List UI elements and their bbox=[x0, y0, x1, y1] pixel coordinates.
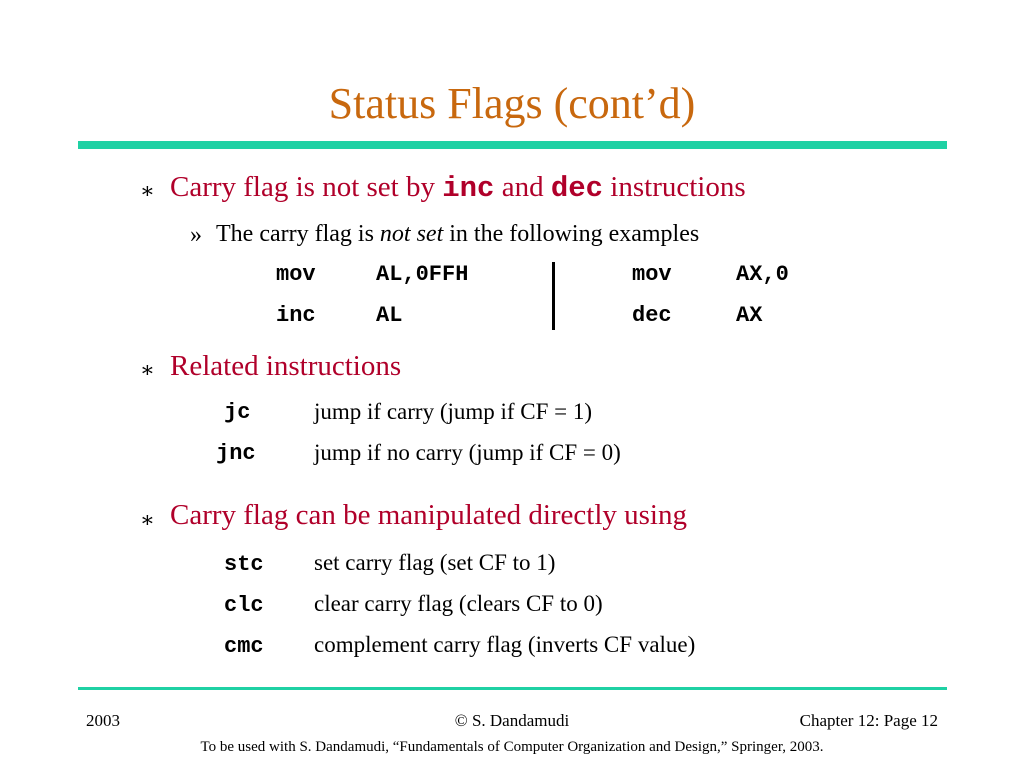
bullet-text: instructions bbox=[603, 171, 746, 203]
code-jnc: jnc bbox=[216, 441, 256, 466]
example-right-op-2: dec bbox=[632, 303, 672, 328]
code-stc: stc bbox=[224, 552, 264, 577]
desc-cmc: complement carry flag (inverts CF value) bbox=[314, 632, 696, 657]
sub-bullet-marker: » bbox=[190, 222, 202, 248]
bullet-carry-not-set bbox=[170, 170, 746, 206]
sub-bullet-examples bbox=[216, 220, 699, 248]
slide-title: Status Flags (cont’d) bbox=[328, 79, 696, 128]
code-dec: dec bbox=[550, 172, 604, 205]
sub-text: The carry flag is bbox=[216, 221, 380, 247]
sub-text: in the following examples bbox=[443, 221, 700, 247]
code-inc: inc bbox=[442, 172, 495, 205]
example-right-op-1: mov bbox=[632, 262, 672, 287]
top-rule bbox=[78, 141, 947, 149]
bullet-related-instructions: Related instructions bbox=[170, 350, 402, 382]
code-clc: clc bbox=[224, 593, 264, 618]
footer-year: 2003 bbox=[86, 711, 120, 730]
footer-page-number: Chapter 12: Page 12 bbox=[799, 711, 938, 730]
desc-clc: clear carry flag (clears CF to 0) bbox=[314, 591, 603, 616]
bullet-text: and bbox=[494, 171, 551, 203]
code-jc: jc bbox=[224, 400, 251, 425]
footer-credit: To be used with S. Dandamudi, “Fundamentals of Computer Organization and Design,” Springer, 2003. bbox=[200, 739, 824, 755]
bullet-marker: ∗ bbox=[140, 507, 155, 532]
example-left-op-1: mov bbox=[276, 262, 316, 287]
example-right-args-1: AX,0 bbox=[736, 262, 789, 287]
emphasis-not-set: not set bbox=[379, 221, 444, 247]
example-left-args-1: AL,0FFH bbox=[376, 262, 469, 287]
desc-stc: set carry flag (set CF to 1) bbox=[314, 550, 556, 575]
bullet-text: Carry flag is not set by bbox=[170, 171, 443, 203]
bullet-manipulate-carry: Carry flag can be manipulated directly using bbox=[170, 499, 687, 531]
bullet-marker: ∗ bbox=[140, 178, 155, 203]
example-divider bbox=[552, 262, 555, 330]
example-right-args-2: AX bbox=[736, 303, 763, 328]
footer-copyright: © S. Dandamudi bbox=[454, 711, 570, 730]
code-cmc: cmc bbox=[224, 634, 264, 659]
example-left-args-2: AL bbox=[376, 303, 403, 328]
bullet-marker: ∗ bbox=[140, 357, 155, 382]
desc-jc: jump if carry (jump if CF = 1) bbox=[314, 399, 593, 424]
example-left-op-2: inc bbox=[276, 303, 316, 328]
bottom-rule bbox=[78, 687, 947, 690]
desc-jnc: jump if no carry (jump if CF = 0) bbox=[314, 440, 621, 465]
